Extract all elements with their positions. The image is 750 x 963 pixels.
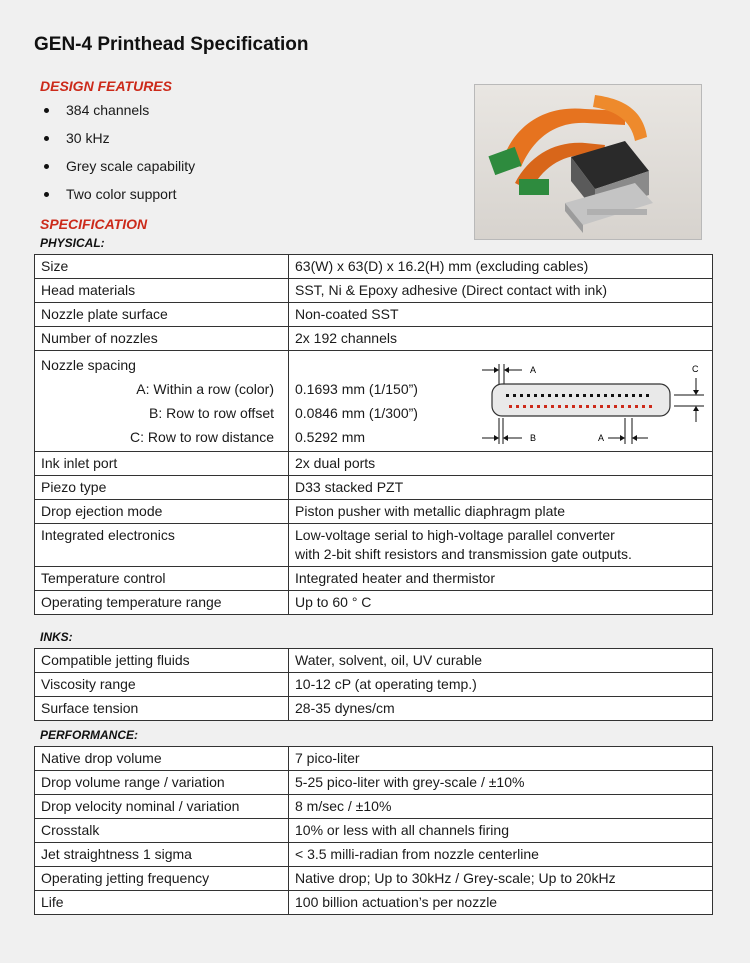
row-label: Viscosity range — [35, 673, 289, 697]
list-item: Grey scale capability — [40, 154, 195, 182]
row-value: 2x dual ports — [289, 452, 713, 476]
table-row — [35, 697, 713, 721]
nozzle-spacing-c-value: 0.5292 mm — [295, 429, 366, 445]
table-row — [35, 891, 713, 915]
inks-table — [34, 648, 713, 721]
table-row — [35, 255, 713, 279]
row-value: Up to 60 ° C — [289, 591, 713, 615]
printhead-icon — [475, 85, 701, 239]
row-label: Integrated electronics — [35, 524, 289, 567]
row-label: Jet straightness 1 sigma — [35, 843, 289, 867]
list-item: Two color support — [40, 182, 195, 210]
row-label: Operating temperature range — [35, 591, 289, 615]
row-label: Piezo type — [35, 476, 289, 500]
row-value: Integrated heater and thermistor — [289, 567, 713, 591]
table-row — [35, 279, 713, 303]
list-item: 384 channels — [40, 98, 195, 126]
diagram-label-a-bottom: A — [598, 433, 605, 443]
row-value-line-2: with 2-bit shift resistors and transmission gate outputs. — [295, 546, 632, 562]
row-label: Surface tension — [35, 697, 289, 721]
printhead-photo — [474, 84, 702, 240]
table-row — [35, 524, 713, 567]
row-label: Number of nozzles — [35, 327, 289, 351]
design-features-heading: DESIGN FEATURES — [40, 78, 172, 94]
row-label: Size — [35, 255, 289, 279]
nozzle-spacing-c-label: C: Row to row distance — [130, 429, 274, 445]
row-label — [35, 351, 289, 452]
diagram-label-c: C — [692, 364, 699, 374]
row-label: Nozzle plate surface — [35, 303, 289, 327]
specification-heading: SPECIFICATION — [40, 216, 148, 232]
performance-heading: PERFORMANCE: — [40, 728, 138, 742]
row-value: < 3.5 milli-radian from nozzle centerline — [289, 843, 713, 867]
row-value: 100 billion actuation’s per nozzle — [289, 891, 713, 915]
row-value: Piston pusher with metallic diaphragm plate — [289, 500, 713, 524]
row-value: D33 stacked PZT — [289, 476, 713, 500]
nozzle-spacing-b-label: B: Row to row offset — [148, 405, 274, 421]
row-value — [289, 524, 713, 567]
inks-heading: INKS: — [40, 630, 73, 644]
nozzle-spacing-b-value: 0.0846 mm (1/300”) — [295, 405, 418, 421]
row-label: Drop ejection mode — [35, 500, 289, 524]
table-row — [35, 500, 713, 524]
row-label: Life — [35, 891, 289, 915]
table-row — [35, 476, 713, 500]
table-row — [35, 747, 713, 771]
row-value: 10-12 cP (at operating temp.) — [289, 673, 713, 697]
design-features-list — [40, 98, 195, 210]
list-item: 30 kHz — [40, 126, 195, 154]
performance-table — [34, 746, 713, 915]
nozzle-spacing-a-label: A: Within a row (color) — [136, 381, 274, 397]
table-row — [35, 843, 713, 867]
table-row — [35, 795, 713, 819]
row-value: 28-35 dynes/cm — [289, 697, 713, 721]
row-value: Non-coated SST — [289, 303, 713, 327]
row-label: Head materials — [35, 279, 289, 303]
row-label: Crosstalk — [35, 819, 289, 843]
row-label: Temperature control — [35, 567, 289, 591]
table-row — [35, 591, 713, 615]
row-value: 8 m/sec / ±10% — [289, 795, 713, 819]
nozzle-spacing-label: Nozzle spacing — [41, 357, 136, 373]
diagram-label-b: B — [530, 433, 537, 443]
table-row — [35, 303, 713, 327]
page-title: GEN-4 Printhead Specification — [34, 34, 309, 55]
row-label: Compatible jetting fluids — [35, 649, 289, 673]
table-row — [35, 649, 713, 673]
table-row — [35, 567, 713, 591]
row-value: 63(W) x 63(D) x 16.2(H) mm (excluding cables) — [289, 255, 713, 279]
physical-heading: PHYSICAL: — [40, 236, 105, 250]
row-label: Drop volume range / variation — [35, 771, 289, 795]
table-row — [35, 819, 713, 843]
nozzle-diagram — [470, 360, 710, 450]
nozzle-row-black — [506, 394, 649, 397]
row-label: Drop velocity nominal / variation — [35, 795, 289, 819]
row-value: SST, Ni & Epoxy adhesive (Direct contact with ink) — [289, 279, 713, 303]
row-value: Native drop; Up to 30kHz / Grey-scale; Up to 20kHz — [289, 867, 713, 891]
table-row — [35, 452, 713, 476]
nozzle-row-red — [509, 405, 652, 408]
row-value-line-1: Low-voltage serial to high-voltage parallel converter — [295, 527, 615, 543]
row-label: Ink inlet port — [35, 452, 289, 476]
table-row — [35, 771, 713, 795]
table-row — [35, 673, 713, 697]
nozzle-spacing-a-value: 0.1693 mm (1/150”) — [295, 381, 418, 397]
table-row — [35, 867, 713, 891]
row-value: 2x 192 channels — [289, 327, 713, 351]
row-value: 10% or less with all channels firing — [289, 819, 713, 843]
row-value: 7 pico-liter — [289, 747, 713, 771]
row-label: Operating jetting frequency — [35, 867, 289, 891]
diagram-label-a-top: A — [530, 365, 537, 375]
table-row — [35, 327, 713, 351]
row-value: 5-25 pico-liter with grey-scale / ±10% — [289, 771, 713, 795]
row-label: Native drop volume — [35, 747, 289, 771]
row-value: Water, solvent, oil, UV curable — [289, 649, 713, 673]
